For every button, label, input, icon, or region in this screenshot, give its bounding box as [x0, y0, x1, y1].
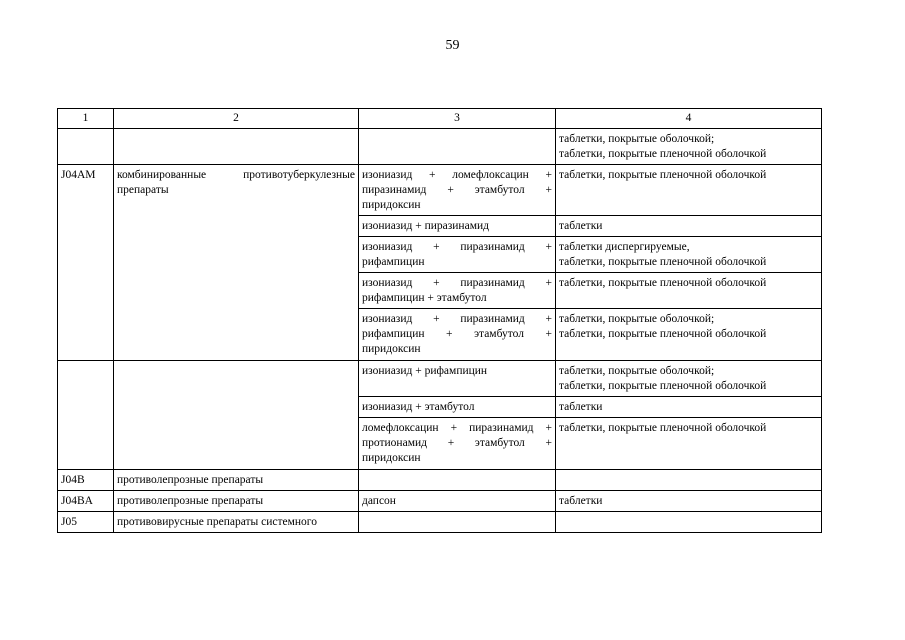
- table-row: [58, 361, 822, 397]
- drug-cell: [359, 512, 556, 533]
- drug-cell: ломефлоксацин + пиразинамид + протионамид + этамбутол + пиридоксин: [359, 418, 556, 470]
- header-cell-4: 4: [556, 109, 822, 129]
- dosage-form-cell: [556, 470, 822, 491]
- dosage-form-line: таблетки, покрытые пленочной оболочкой: [559, 148, 767, 160]
- dosage-form-cell: [556, 512, 822, 533]
- group-cell: комбинированные противотуберкулезные препараты: [114, 165, 359, 361]
- dosage-form-cell: [556, 165, 822, 216]
- atc-code-cell: J04B: [58, 470, 114, 491]
- page-number: 59: [445, 38, 460, 53]
- drug-cell: изониазид + пиразинамид + рифампицин: [359, 237, 556, 273]
- table-row: [58, 491, 822, 512]
- dosage-form-line: таблетки, покрытые оболочкой;: [559, 133, 715, 145]
- drug-cell: изониазид + пиразинамид: [359, 216, 556, 237]
- dosage-form-line: таблетки: [559, 401, 603, 413]
- group-cell: [114, 361, 359, 470]
- table-row: [58, 470, 822, 491]
- atc-code-cell: [58, 129, 114, 165]
- dosage-form-line: таблетки, покрытые пленочной оболочкой: [559, 169, 767, 181]
- dosage-form-line: таблетки, покрытые пленочной оболочкой: [559, 380, 767, 392]
- atc-code-cell: [58, 361, 114, 470]
- dosage-form-line: таблетки диспергируемые,: [559, 241, 690, 253]
- table-row: [58, 129, 822, 165]
- drug-cell: [359, 470, 556, 491]
- dosage-form-cell: [556, 309, 822, 361]
- drug-cell: дапсон: [359, 491, 556, 512]
- group-cell: противолепрозные препараты: [114, 491, 359, 512]
- dosage-form-line: таблетки: [559, 220, 603, 232]
- dosage-form-cell: [556, 361, 822, 397]
- header-cell-2: 2: [114, 109, 359, 129]
- group-cell: [114, 129, 359, 165]
- atc-code-cell: J04AM: [58, 165, 114, 361]
- dosage-form-cell: [556, 491, 822, 512]
- drug-cell: изониазид + пиразинамид + рифампицин + этамбутол: [359, 273, 556, 309]
- dosage-form-cell: [556, 397, 822, 418]
- drug-cell: изониазид + ломефлоксацин + пиразинамид + этамбутол + пиридоксин: [359, 165, 556, 216]
- table-row: [58, 512, 822, 533]
- drug-cell: изониазид + рифампицин: [359, 361, 556, 397]
- dosage-form-cell: [556, 216, 822, 237]
- drug-cell: изониазид + пиразинамид + рифампицин + этамбутол + пиридоксин: [359, 309, 556, 361]
- dosage-form-line: таблетки, покрытые оболочкой;: [559, 313, 715, 325]
- atc-code-cell: J05: [58, 512, 114, 533]
- dosage-form-cell: [556, 129, 822, 165]
- header-cell-3: 3: [359, 109, 556, 129]
- header-cell-1: 1: [58, 109, 114, 129]
- table-header-row: [58, 109, 822, 129]
- atc-code-cell: J04BA: [58, 491, 114, 512]
- table-row: [58, 165, 822, 216]
- dosage-form-line: таблетки, покрытые пленочной оболочкой: [559, 277, 767, 289]
- dosage-form-line: таблетки, покрытые пленочной оболочкой: [559, 328, 767, 340]
- dosage-form-cell: [556, 273, 822, 309]
- group-cell: противовирусные препараты системного: [114, 512, 359, 533]
- group-cell: противолепрозные препараты: [114, 470, 359, 491]
- dosage-form-line: таблетки, покрытые пленочной оболочкой: [559, 422, 767, 434]
- drug-cell: [359, 129, 556, 165]
- dosage-form-cell: [556, 418, 822, 470]
- drug-cell: изониазид + этамбутол: [359, 397, 556, 418]
- dosage-form-line: таблетки: [559, 495, 603, 507]
- dosage-form-cell: [556, 237, 822, 273]
- drug-table: [57, 108, 822, 533]
- dosage-form-line: таблетки, покрытые оболочкой;: [559, 365, 715, 377]
- dosage-form-line: таблетки, покрытые пленочной оболочкой: [559, 256, 767, 268]
